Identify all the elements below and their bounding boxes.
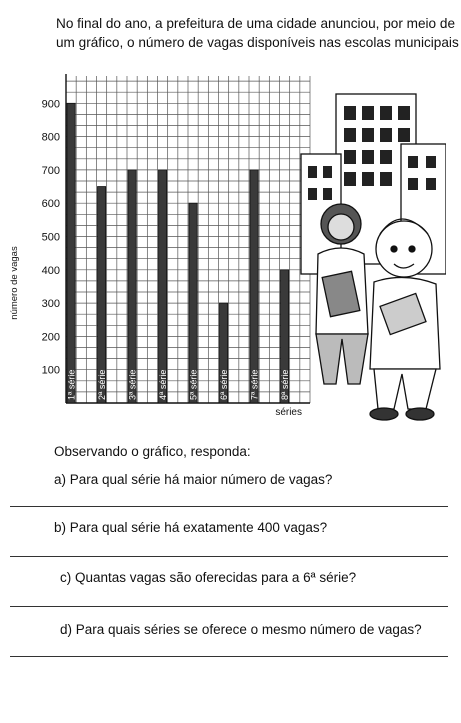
question-d: d) Para quais séries se oferece o mesmo número de vagas? bbox=[60, 622, 422, 637]
x-tick-label: 2ª série bbox=[97, 369, 108, 400]
x-tick-label: 7ª série bbox=[249, 369, 260, 400]
y-tick-label: 700 bbox=[41, 164, 60, 177]
y-tick-label: 500 bbox=[41, 231, 60, 244]
y-axis-title: número de vagas bbox=[9, 246, 20, 320]
intro-line-1: No final do ano, a prefeitura de uma cidade anunciou, por meio de bbox=[56, 16, 456, 31]
y-tick-label: 400 bbox=[41, 264, 60, 277]
x-axis-title: séries bbox=[275, 407, 302, 418]
x-tick-label: 1ª série bbox=[66, 369, 77, 400]
intro-text bbox=[56, 14, 459, 52]
x-tick-label: 4ª série bbox=[158, 369, 169, 400]
y-tick-label: 100 bbox=[41, 364, 60, 377]
answer-line-b[interactable] bbox=[10, 556, 448, 557]
bar bbox=[159, 170, 167, 403]
x-tick-label: 5ª série bbox=[188, 369, 199, 400]
question-b: b) Para qual série há exatamente 400 vagas? bbox=[54, 520, 328, 535]
question-a: a) Para qual série há maior número de vagas? bbox=[54, 472, 333, 487]
answer-line-a[interactable] bbox=[10, 506, 448, 507]
bar-chart bbox=[0, 70, 320, 420]
bar bbox=[250, 170, 258, 403]
bar bbox=[67, 103, 75, 403]
questions-title: Observando o gráfico, responda: bbox=[54, 444, 251, 459]
question-c: c) Quantas vagas são oferecidas para a 6ª série? bbox=[60, 570, 357, 585]
x-tick-label: 3ª série bbox=[127, 369, 138, 400]
x-tick-label: 6ª série bbox=[219, 369, 230, 400]
y-tick-label: 800 bbox=[41, 131, 60, 144]
answer-line-c[interactable] bbox=[10, 606, 448, 607]
answer-line-d[interactable] bbox=[10, 656, 448, 657]
bar bbox=[128, 170, 136, 403]
y-tick-label: 300 bbox=[41, 298, 60, 311]
x-tick-label: 8ª série bbox=[280, 369, 291, 400]
school-children-illustration bbox=[296, 84, 446, 424]
y-tick-label: 200 bbox=[41, 331, 60, 344]
intro-line-2: um gráfico, o número de vagas disponíveis nas escolas municipais bbox=[56, 35, 459, 50]
y-tick-label: 900 bbox=[41, 98, 60, 111]
y-tick-label: 600 bbox=[41, 198, 60, 211]
